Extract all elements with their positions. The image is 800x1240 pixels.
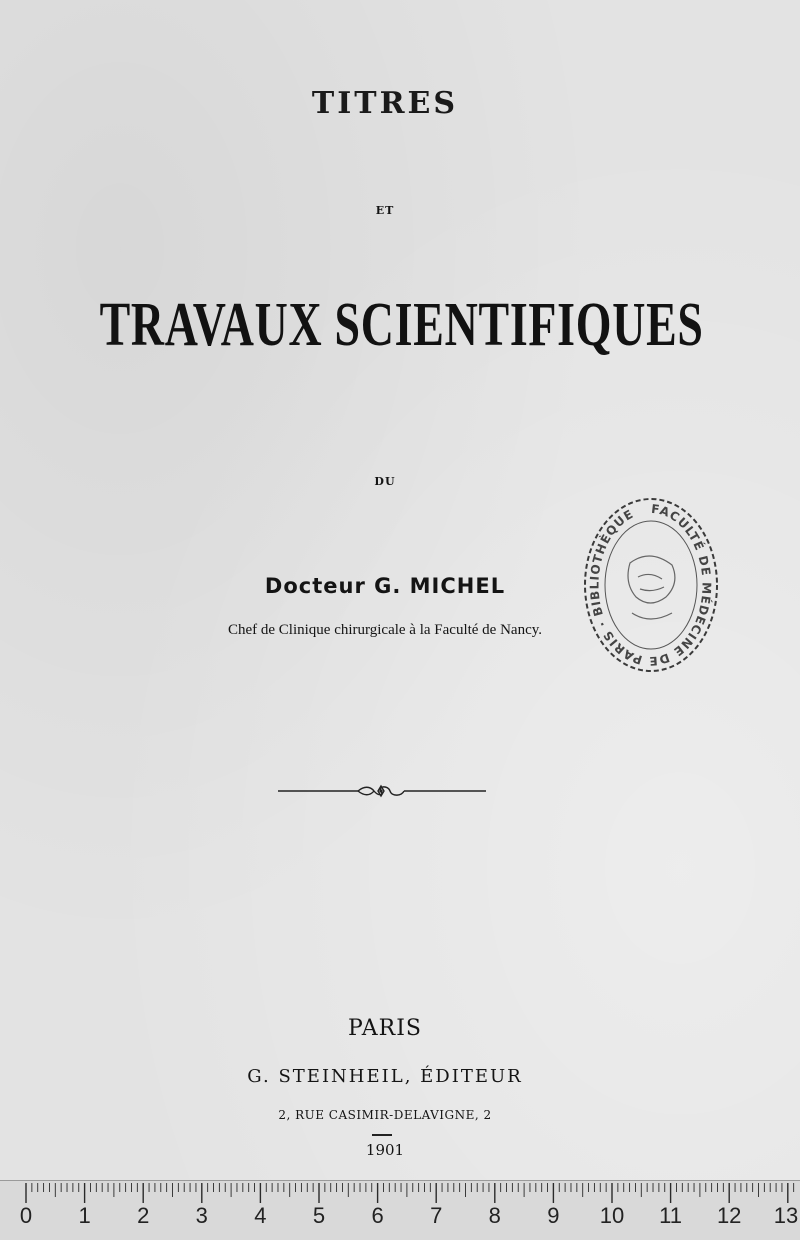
ruler-number: 4 xyxy=(254,1203,267,1228)
ornament-rule-icon xyxy=(278,780,488,802)
ruler-number: 7 xyxy=(430,1203,443,1228)
preposition-du: DU xyxy=(374,475,396,488)
main-title: TRAVAUX SCIENTIFIQUES xyxy=(99,291,704,359)
author-name: Docteur G. MICHEL xyxy=(264,574,506,598)
ruler-number: 1 xyxy=(78,1203,91,1228)
svg-text:FACULTÉ DE MÉDECINE DE PARIS · xyxy=(587,502,713,668)
ruler-ticks xyxy=(0,1181,800,1205)
ruler-number: 10 xyxy=(599,1203,625,1228)
library-stamp-icon xyxy=(580,493,722,677)
publication-city: PARIS xyxy=(348,1016,422,1041)
publication-year: 1901 xyxy=(365,1141,405,1159)
ruler-number: 5 xyxy=(312,1203,326,1228)
publisher-address: 2, RUE CASIMIR-DELAVIGNE, 2 xyxy=(278,1108,492,1122)
ruler-number: 11 xyxy=(659,1203,683,1228)
stamp-text: FACULTÉ DE MÉDECINE DE PARIS · BIBLIOTHÈQUE xyxy=(587,501,714,669)
author-affiliation: Chef de Clinique chirurgicale à la Faculté de Nancy. xyxy=(227,622,543,638)
conjunction-et: ET xyxy=(375,204,395,217)
heading-titres: TITRES xyxy=(311,86,459,121)
publisher-name: G. STEINHEIL, ÉDITEUR xyxy=(247,1066,523,1087)
ruler-number: 13 xyxy=(773,1203,799,1228)
ruler-number: 8 xyxy=(488,1203,501,1228)
ruler-number: 6 xyxy=(371,1203,384,1228)
ruler-number: 9 xyxy=(547,1203,560,1228)
measuring-ruler xyxy=(0,1180,800,1240)
year-divider xyxy=(372,1134,392,1136)
library-stamp xyxy=(580,493,722,682)
ruler-number: 2 xyxy=(137,1203,150,1228)
ruler-number: 0 xyxy=(19,1203,33,1228)
ruler-number: 3 xyxy=(195,1203,208,1228)
ruler-number: 12 xyxy=(716,1203,742,1228)
